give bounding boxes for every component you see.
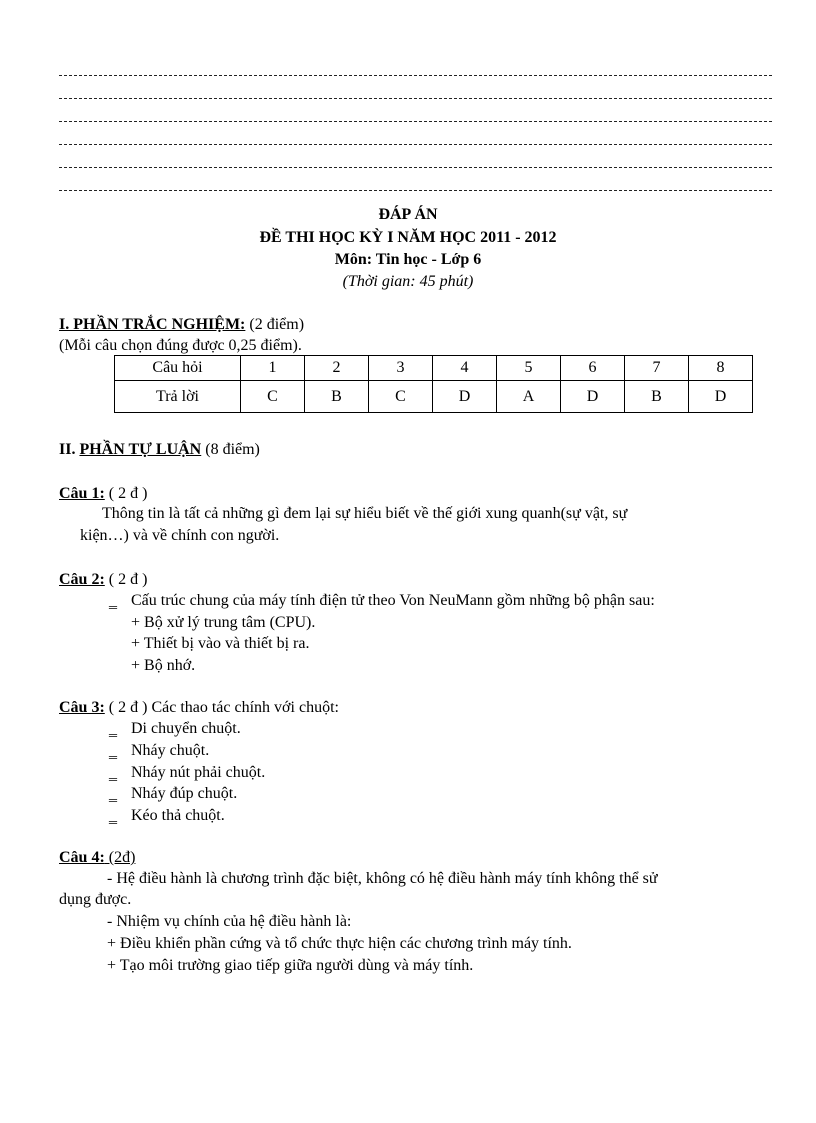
answer-cell: B bbox=[625, 381, 689, 413]
part1-note: (Mỗi câu chọn đúng được 0,25 điểm). bbox=[59, 337, 302, 354]
q2-item: + Bộ nhớ. bbox=[131, 657, 196, 674]
q3-item bbox=[109, 807, 225, 825]
bullet-dash-icon: ‗ bbox=[109, 764, 117, 781]
q2-item: + Thiết bị vào và thiết bị ra. bbox=[131, 635, 310, 652]
blank-line-3 bbox=[59, 121, 772, 122]
answer-key-title: ĐÁP ÁN bbox=[378, 206, 438, 223]
q1-points: ( 2 đ ) bbox=[104, 485, 148, 502]
blank-line-4 bbox=[59, 144, 772, 145]
blank-line-6 bbox=[59, 190, 772, 191]
question-number: 4 bbox=[433, 356, 497, 381]
bullet-dash-icon: ‗ bbox=[109, 807, 117, 824]
part1-points: (2 điểm) bbox=[245, 316, 305, 333]
question-number: 5 bbox=[497, 356, 561, 381]
q4-line-1: - Hệ điều hành là chương trình đặc biệt, không có hệ điều hành máy tính không thể sử bbox=[107, 870, 658, 887]
part2-heading bbox=[59, 441, 260, 459]
q4-heading bbox=[59, 849, 135, 867]
q1-line-2: kiện…) và về chính con người. bbox=[80, 527, 280, 544]
q4-points: (2đ) bbox=[104, 849, 136, 866]
answer-cell: C bbox=[241, 381, 305, 413]
q2-intro bbox=[109, 592, 655, 610]
part1-heading-text: I. PHẦN TRẮC NGHIỆM: bbox=[59, 316, 246, 333]
blank-line-5 bbox=[59, 167, 772, 168]
answer-table bbox=[114, 355, 753, 413]
q4-line-3: - Nhiệm vụ chính của hệ điều hành là: bbox=[107, 913, 352, 930]
q3-label: Câu 3: bbox=[59, 699, 105, 716]
question-number: 8 bbox=[689, 356, 753, 381]
bullet-dash-icon: ‗ bbox=[109, 742, 117, 759]
q3-heading bbox=[59, 699, 339, 717]
row-label-question: Câu hỏi bbox=[115, 356, 241, 381]
question-number: 2 bbox=[305, 356, 369, 381]
q4-line-5: + Tạo môi trường giao tiếp giữa người dùng và máy tính. bbox=[107, 957, 474, 974]
time-line: (Thời gian: 45 phút) bbox=[342, 273, 474, 290]
q4-line-2: dụng được. bbox=[59, 891, 132, 908]
q3-item bbox=[109, 785, 237, 803]
q2-heading bbox=[59, 571, 147, 589]
question-number: 7 bbox=[625, 356, 689, 381]
part2-prefix: II. bbox=[59, 441, 80, 458]
q4-line-4: + Điều khiển phần cứng và tổ chức thực hiện các chương trình máy tính. bbox=[107, 935, 572, 952]
answer-cell: B bbox=[305, 381, 369, 413]
part2-heading-text: PHẦN TỰ LUẬN bbox=[79, 441, 202, 458]
q3-item-text: Nháy đúp chuột. bbox=[131, 785, 238, 802]
q3-item bbox=[109, 742, 209, 760]
question-number: 3 bbox=[369, 356, 433, 381]
q1-label: Câu 1: bbox=[59, 485, 105, 502]
bullet-dash-icon: ‗ bbox=[109, 720, 117, 737]
q3-item bbox=[109, 720, 241, 738]
subject-line: Môn: Tin học - Lớp 6 bbox=[334, 251, 482, 268]
blank-line-1 bbox=[59, 75, 772, 76]
answer-cell: D bbox=[561, 381, 625, 413]
part1-heading bbox=[59, 316, 304, 334]
q3-item bbox=[109, 764, 265, 782]
answer-cell: A bbox=[497, 381, 561, 413]
q2-label: Câu 2: bbox=[59, 571, 105, 588]
q3-points: ( 2 đ ) Các thao tác chính với chuột: bbox=[104, 699, 339, 716]
q3-item-text: Kéo thả chuột. bbox=[131, 807, 225, 824]
q4-label: Câu 4: bbox=[59, 849, 105, 866]
q3-item-text: Nháy nút phải chuột. bbox=[131, 764, 266, 781]
answer-cell: C bbox=[369, 381, 433, 413]
bullet-dash-icon: ‗ bbox=[109, 592, 117, 609]
q2-intro-text: Cấu trúc chung của máy tính điện tử theo Von NeuMann gồm những bộ phận sau: bbox=[131, 592, 655, 609]
blank-line-2 bbox=[59, 98, 772, 99]
bullet-dash-icon: ‗ bbox=[109, 785, 117, 802]
question-number: 1 bbox=[241, 356, 305, 381]
q3-item-text: Di chuyển chuột. bbox=[131, 720, 241, 737]
q1-line-1: Thông tin là tất cả những gì đem lại sự hiểu biết về thế giới xung quanh(sự vật, sự bbox=[102, 505, 628, 522]
row-label-answer: Trả lời bbox=[115, 381, 241, 413]
q1-heading bbox=[59, 485, 147, 503]
question-number: 6 bbox=[561, 356, 625, 381]
part2-points: (8 điểm) bbox=[201, 441, 260, 458]
answer-cell: D bbox=[433, 381, 497, 413]
q2-item: + Bộ xử lý trung tâm (CPU). bbox=[131, 614, 316, 631]
q2-points: ( 2 đ ) bbox=[104, 571, 148, 588]
q3-item-text: Nháy chuột. bbox=[131, 742, 210, 759]
answer-cell: D bbox=[689, 381, 753, 413]
exam-title: ĐỀ THI HỌC KỲ I NĂM HỌC 2011 - 2012 bbox=[259, 229, 557, 246]
